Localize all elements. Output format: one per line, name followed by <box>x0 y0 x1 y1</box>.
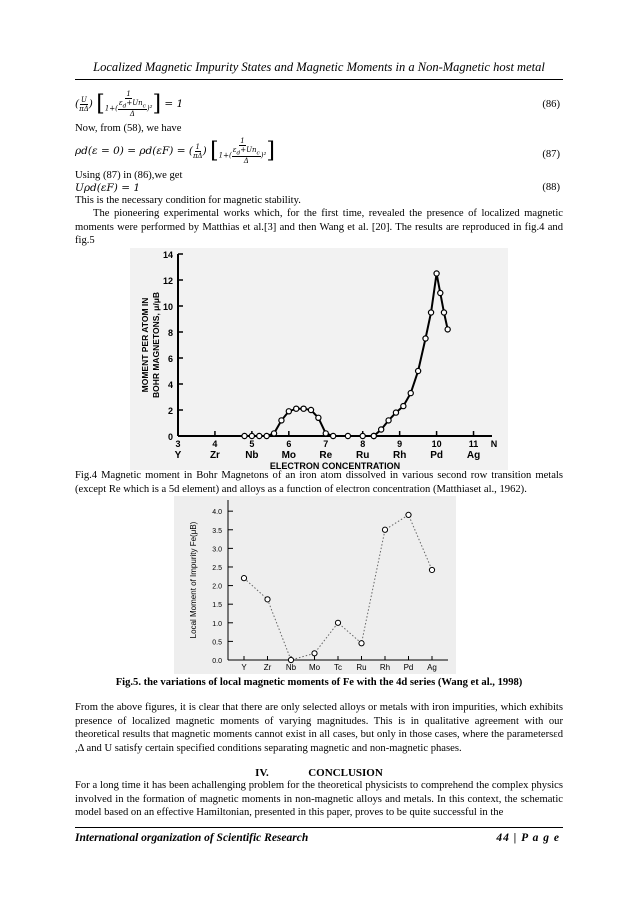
element-label: Ag <box>466 450 481 461</box>
data-point <box>249 433 254 438</box>
section-number: IV. <box>255 767 269 779</box>
data-point <box>301 406 306 411</box>
y-tick-label: 2 <box>167 406 173 416</box>
eq87-lhs: ρd(ε = 0) = ρd(εF) = <box>75 145 186 158</box>
element-label: Y <box>174 450 182 461</box>
data-point <box>434 271 439 276</box>
data-point <box>408 391 413 396</box>
y-tick-label: 0.0 <box>212 658 222 665</box>
data-point <box>429 567 434 572</box>
y-tick-label: 8 <box>167 328 173 338</box>
data-point <box>416 368 421 373</box>
y-axis-title-line2: BOHR MAGNETONS, μ/μB <box>151 291 161 399</box>
x-tick-label: 10 <box>431 439 442 449</box>
y-tick-label: 10 <box>162 302 173 312</box>
x-tick-label: Y <box>241 663 247 672</box>
x-tick-label: 11 <box>468 439 479 449</box>
x-tick-label: 8 <box>360 439 366 449</box>
figure-4-chart <box>130 248 508 470</box>
data-point <box>423 336 428 341</box>
y-tick-label: 2.0 <box>212 583 222 591</box>
data-point <box>242 433 247 438</box>
y-axis-title <box>140 292 161 398</box>
data-point <box>286 409 291 414</box>
element-label: Nb <box>245 450 259 461</box>
running-header: Localized Magnetic Impurity States and Magnetic Moments in a Non-Magnetic host metal <box>93 60 545 74</box>
y-tick-label: 2.5 <box>212 564 222 572</box>
x-tick-label: N <box>490 439 498 449</box>
data-point <box>331 433 336 438</box>
y-tick-label: 14 <box>162 250 173 260</box>
equation-88: Uρd(εF) = 1 <box>75 182 141 194</box>
data-point <box>279 418 284 423</box>
y-tick-label: 3.5 <box>212 527 222 535</box>
y-tick-label: 1.0 <box>212 620 222 628</box>
data-point <box>360 433 365 438</box>
eq88-label: (88) <box>542 182 560 193</box>
data-point <box>438 290 443 295</box>
figure-5-chart <box>174 496 456 674</box>
data-point <box>335 620 340 625</box>
y-tick-label: 4.0 <box>212 509 222 517</box>
x-tick-label: 6 <box>286 439 292 449</box>
x-tick-label: Zr <box>263 663 272 672</box>
element-label: Re <box>319 450 333 461</box>
element-label: Zr <box>209 450 220 461</box>
y-tick-label: 0.5 <box>212 639 222 647</box>
data-point <box>264 433 269 438</box>
data-point <box>371 433 376 438</box>
x-tick-label: Mo <box>308 663 321 672</box>
x-tick-label: 9 <box>397 439 403 449</box>
data-point <box>345 433 350 438</box>
section-title: CONCLUSION <box>308 767 383 779</box>
y-axis-title: Local Moment of Impurity Fe(μB) <box>189 521 198 639</box>
footer-journal: International organization of Scientific Research <box>75 832 309 844</box>
data-point <box>288 657 293 662</box>
equation-87: ρd(ε = 0) = ρd(εF) = ( $\frac{1}{\pi\Delta}$ ) [ 1 1+( $\frac{\varepsilon_d+Un_c}{\Delta}$ )² ] <box>75 137 275 166</box>
data-point <box>428 310 433 315</box>
data-point <box>406 512 411 517</box>
data-point <box>382 527 387 532</box>
text-using: Using (87) in (86),we get <box>75 170 183 181</box>
y-tick-label: 1.5 <box>212 602 222 610</box>
y-tick-label: 6 <box>167 354 173 364</box>
x-tick-label: Pd <box>403 663 414 672</box>
element-label: Mo <box>281 450 297 461</box>
y-tick-label: 4 <box>167 380 173 390</box>
eq86-rhs: = 1 <box>164 98 184 111</box>
text-from58: Now, from (58), we have <box>75 123 182 134</box>
data-point <box>359 641 364 646</box>
paragraph-intro: The pioneering experimental works which, for the first time, revealed the presence of localized magnetic moments were performed by Matthias et al.[3] and then Wang et al. [20]. The results are reproduced in fig.4 and fig.5 <box>75 208 563 246</box>
data-point <box>294 406 299 411</box>
data-point <box>308 407 313 412</box>
paragraph-discussion: From the above figures, it is clear that there are only selected alloys or metals with iron impurities, which exhibits presence of localized magnetic moments of varying magnitudes. This is in qualitative agreement with our theoretical results that magnetic moments cannot exist in all cases, but only in those cases, where the parametersεd ,Δ and U satisfy certain specified conditions separating magnetic and non-magnetic phases. <box>75 702 563 754</box>
eq86-label: (86) <box>542 99 560 110</box>
equation-86: ( $\frac{U}{\pi\Delta}$ ) [ 1 1+( $\frac{\varepsilon_d+Un_c}{\Delta}$ )² ] = 1 <box>75 90 184 119</box>
data-point <box>386 418 391 423</box>
x-tick-label: Ag <box>427 663 437 672</box>
data-point <box>393 410 398 415</box>
data-point <box>241 576 246 581</box>
data-point <box>401 404 406 409</box>
eq87-label: (87) <box>542 149 560 160</box>
paragraph-conclusion: For a long time it has been achallenging problem for the theoretical physicists to comprehend the complex physics involved in the formation of magnetic moments in non-magnetic alloys and metals. In this context, the schematic model based on an effective Hamiltonian, presented in this paper, proves to be quite successful in the <box>75 780 563 818</box>
y-axis-title-line1: MOMENT PER ATOM IN <box>140 297 150 393</box>
data-point <box>445 327 450 332</box>
data-point <box>265 597 270 602</box>
y-tick-label: 3.0 <box>212 546 222 554</box>
x-tick-label: Ru <box>356 663 367 672</box>
figure-5-caption: Fig.5. the variations of local magnetic moments of Fe with the 4d series (Wang et al., 1998) <box>115 677 523 688</box>
data-point <box>379 427 384 432</box>
data-point <box>257 433 262 438</box>
data-point <box>312 651 317 656</box>
data-point <box>316 415 321 420</box>
x-tick-label: Tc <box>334 663 342 672</box>
x-tick-label: Nb <box>285 663 297 672</box>
data-point <box>271 431 276 436</box>
x-tick-label: 5 <box>249 439 255 449</box>
header-divider <box>75 79 563 80</box>
text-condition: This is the necessary condition for magnetic stability. <box>75 195 301 206</box>
element-label: Pd <box>430 450 443 461</box>
x-tick-label: 3 <box>175 439 181 449</box>
x-tick-label: Rh <box>379 663 391 672</box>
footer-divider <box>75 827 563 828</box>
element-label: Ru <box>356 450 370 461</box>
x-tick-label: 7 <box>323 439 329 449</box>
x-axis-title: ELECTRON CONCENTRATION <box>269 461 401 470</box>
y-tick-label: 12 <box>162 276 173 286</box>
data-point <box>441 310 446 315</box>
x-tick-label: 4 <box>212 439 218 449</box>
element-label: Rh <box>392 450 407 461</box>
section-heading <box>0 767 638 779</box>
y-tick-label: 0 <box>167 432 173 442</box>
figure-4-caption: Fig.4 Magnetic moment in Bohr Magnetons of an iron atom dissolved in various second row transition metals (except Re which is a 5d element) and alloys as a function of electron concentration (Matthiaset al., 1962). <box>75 470 563 495</box>
data-point <box>323 431 328 436</box>
footer-page-number: 44 | P a g e <box>496 832 560 844</box>
